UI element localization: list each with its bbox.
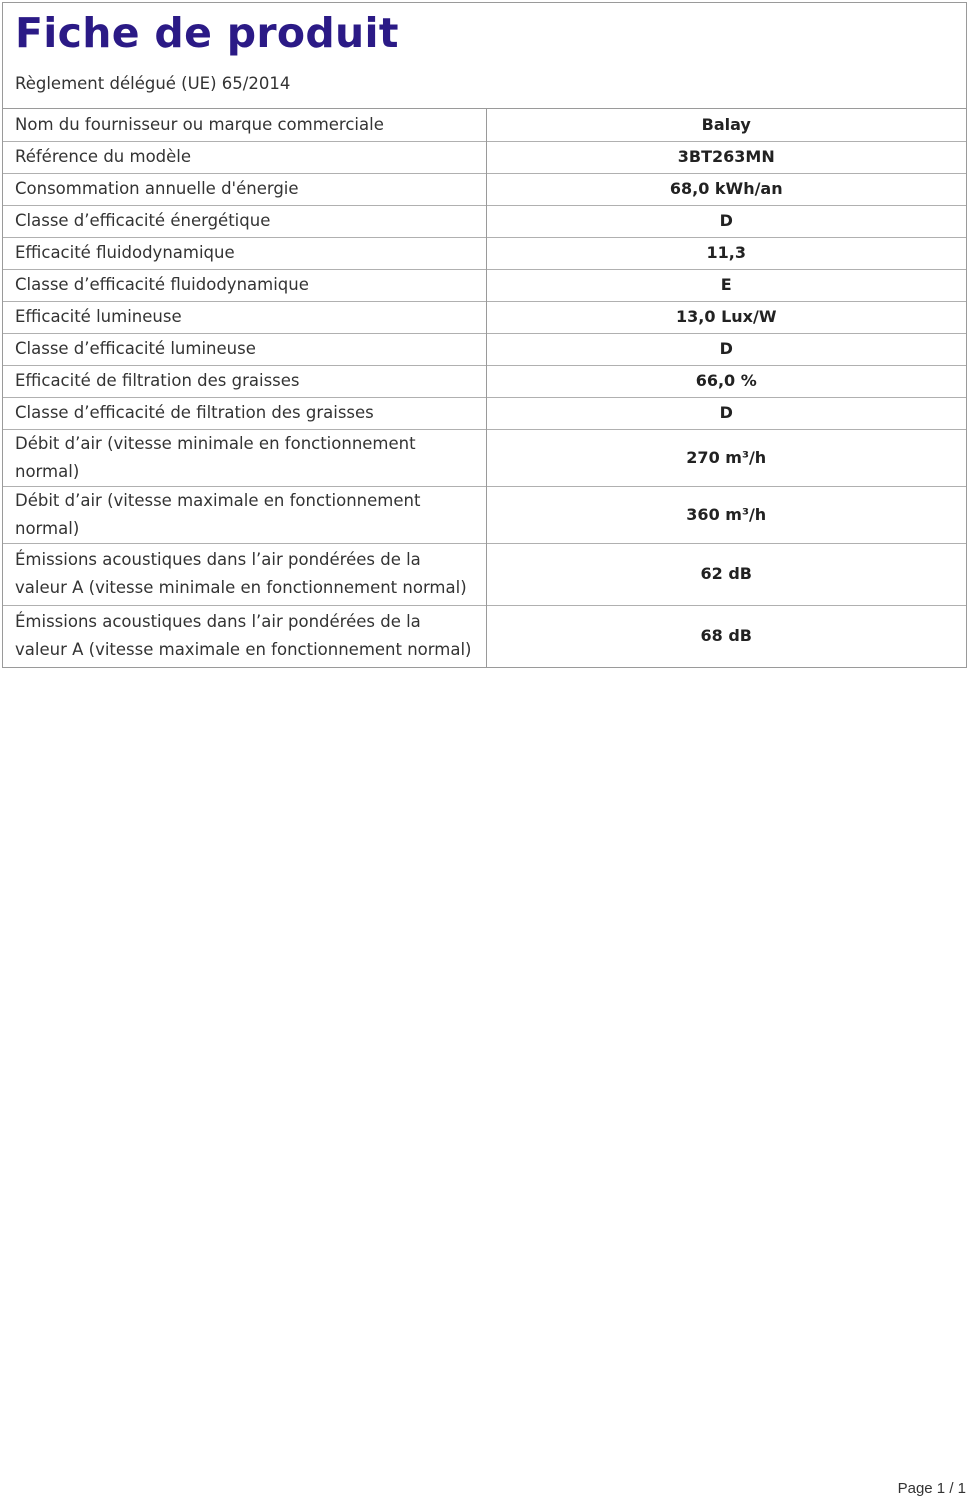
row-value: 11,3 — [486, 237, 966, 269]
row-label: Référence du modèle — [3, 141, 486, 173]
row-value: 62 dB — [486, 543, 966, 605]
row-label: Efficacité lumineuse — [3, 301, 486, 333]
row-label: Classe d’efficacité énergétique — [3, 205, 486, 237]
table-row — [3, 141, 966, 173]
row-value: D — [486, 333, 966, 365]
row-value: 3BT263MN — [486, 141, 966, 173]
row-label: Classe d’efficacité lumineuse — [3, 333, 486, 365]
regulation-subtitle: Règlement délégué (UE) 65/2014 — [15, 74, 291, 93]
table-row — [3, 605, 966, 667]
row-value: 270 m³/h — [486, 429, 966, 486]
table-row — [3, 429, 966, 486]
table-row — [3, 269, 966, 301]
table-row — [3, 543, 966, 605]
row-label: Efficacité fluidodynamique — [3, 237, 486, 269]
row-label: Émissions acoustiques dans l’air pondérées de la valeur A (vitesse maximale en fonctionnement normal) — [3, 605, 486, 667]
row-value: 66,0 % — [486, 365, 966, 397]
product-sheet — [2, 2, 967, 668]
table-row — [3, 397, 966, 429]
sheet-header — [3, 3, 966, 109]
row-label: Nom du fournisseur ou marque commerciale — [3, 109, 486, 141]
table-row — [3, 301, 966, 333]
row-value: E — [486, 269, 966, 301]
table-row — [3, 237, 966, 269]
table-row — [3, 486, 966, 543]
row-value: Balay — [701, 114, 751, 134]
row-label: Classe d’efficacité de filtration des graisses — [3, 397, 486, 429]
page-title: Fiche de produit — [15, 9, 399, 57]
row-label: Débit d’air (vitesse minimale en fonctionnement normal) — [3, 429, 486, 486]
row-value: 13,0 Lux/W — [486, 301, 966, 333]
row-value: D — [486, 397, 966, 429]
row-label: Débit d’air (vitesse maximale en fonctionnement normal) — [3, 486, 486, 543]
row-label: Consommation annuelle d'énergie — [3, 173, 486, 205]
table-row — [3, 205, 966, 237]
table-row — [3, 109, 966, 141]
row-value: 68 dB — [486, 605, 966, 667]
row-value: 68,0 kWh/an — [486, 173, 966, 205]
page-number: Page 1 / 1 — [897, 1480, 966, 1497]
row-label: Classe d’efficacité fluidodynamique — [3, 269, 486, 301]
row-label: Efficacité de filtration des graisses — [3, 365, 486, 397]
row-label: Émissions acoustiques dans l’air pondérées de la valeur A (vitesse minimale en fonctionnement normal) — [3, 543, 486, 605]
table-row — [3, 333, 966, 365]
row-value: D — [486, 205, 966, 237]
row-value: 360 m³/h — [486, 486, 966, 543]
table-row — [3, 173, 966, 205]
product-data-table — [3, 109, 966, 667]
table-row — [3, 365, 966, 397]
